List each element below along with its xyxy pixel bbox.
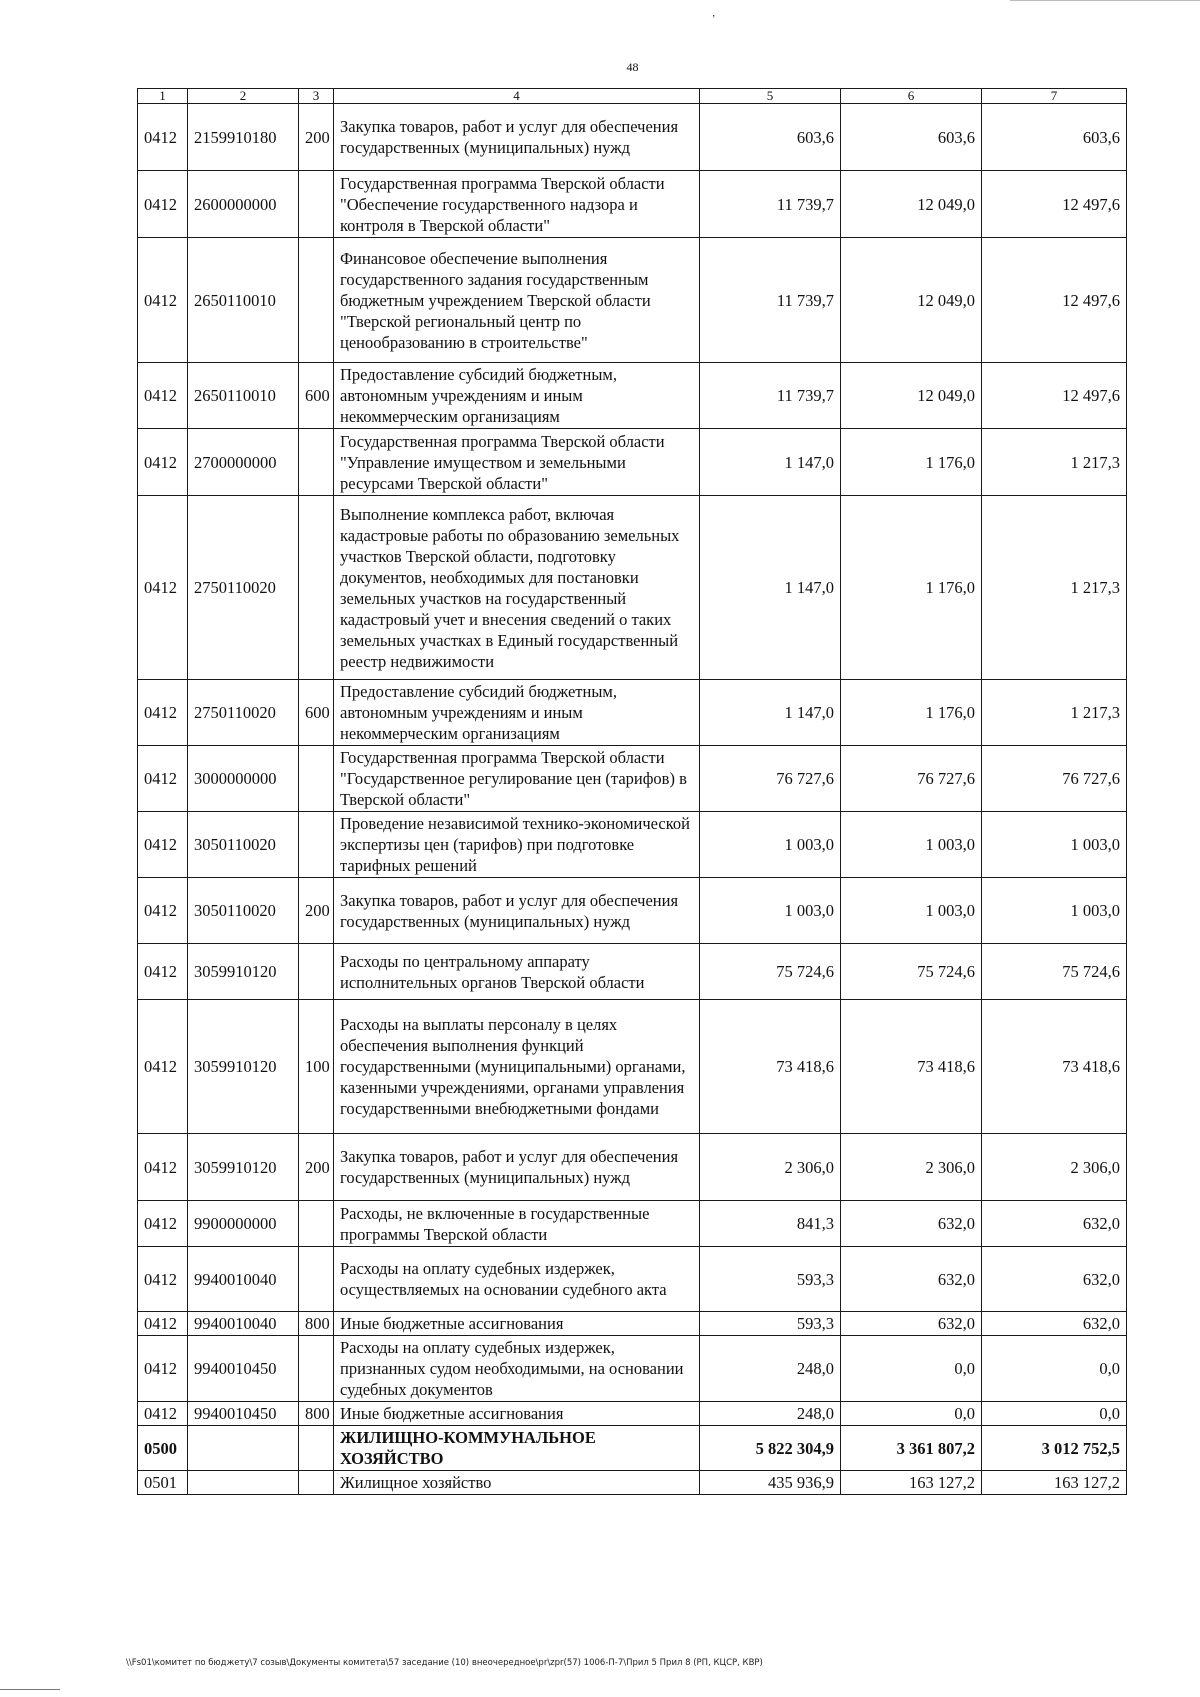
- row-section-code: 0412: [138, 238, 188, 363]
- row-expense-type: 200: [299, 1134, 334, 1201]
- row-target-code: 3059910120: [188, 1134, 299, 1201]
- row-value-col6: 1 003,0: [841, 812, 982, 878]
- row-value-col5: 11 739,7: [700, 238, 841, 363]
- row-value-col5: 11 739,7: [700, 171, 841, 238]
- row-section-code: 0501: [138, 1471, 188, 1495]
- row-value-col7: 0,0: [982, 1336, 1127, 1402]
- row-description: Государственная программа Тверской области "Управление имуществом и земельными ресурсами Тверской области": [334, 429, 700, 496]
- row-value-col7: 2 306,0: [982, 1134, 1127, 1201]
- row-section-code: 0412: [138, 878, 188, 944]
- row-value-col6: 0,0: [841, 1402, 982, 1426]
- row-description: Расходы на оплату судебных издержек, осуществляемых на основании судебного акта: [334, 1247, 700, 1312]
- table-row: [138, 1134, 1127, 1201]
- table-row: [138, 1471, 1127, 1495]
- row-value-col6: 3 361 807,2: [841, 1426, 982, 1471]
- table-row: [138, 363, 1127, 429]
- row-value-col5: 5 822 304,9: [700, 1426, 841, 1471]
- row-description: Расходы, не включенные в государственные программы Тверской области: [334, 1201, 700, 1247]
- row-section-code: 0412: [138, 944, 188, 1000]
- row-value-col7: 76 727,6: [982, 746, 1127, 812]
- column-header-6: 6: [841, 89, 982, 104]
- column-header-4: 4: [334, 89, 700, 104]
- row-target-code: 3050110020: [188, 812, 299, 878]
- row-expense-type: [299, 238, 334, 363]
- row-expense-type: [299, 1426, 334, 1471]
- row-target-code: 3059910120: [188, 944, 299, 1000]
- column-number-row: [138, 89, 1127, 104]
- row-value-col6: 73 418,6: [841, 1000, 982, 1134]
- row-value-col7: 0,0: [982, 1402, 1127, 1426]
- table-row: [138, 496, 1127, 680]
- row-value-col7: 12 497,6: [982, 171, 1127, 238]
- row-target-code: 9940010040: [188, 1247, 299, 1312]
- row-section-code: 0412: [138, 746, 188, 812]
- row-value-col5: 75 724,6: [700, 944, 841, 1000]
- row-target-code: 9940010450: [188, 1336, 299, 1402]
- row-value-col6: 632,0: [841, 1312, 982, 1336]
- row-description: Расходы на оплату судебных издержек, признанных судом необходимыми, на основании судебных документов: [334, 1336, 700, 1402]
- row-description: Расходы по центральному аппарату исполнительных органов Тверской области: [334, 944, 700, 1000]
- column-header-5: 5: [700, 89, 841, 104]
- table-row: [138, 171, 1127, 238]
- row-section-code: 0412: [138, 1201, 188, 1247]
- table-row: [138, 1402, 1127, 1426]
- row-section-code: 0412: [138, 429, 188, 496]
- table-row: [138, 429, 1127, 496]
- row-value-col5: 593,3: [700, 1247, 841, 1312]
- row-target-code: 9900000000: [188, 1201, 299, 1247]
- row-section-code: 0412: [138, 1134, 188, 1201]
- row-target-code: 2750110020: [188, 680, 299, 746]
- row-section-code: 0412: [138, 1247, 188, 1312]
- row-value-col7: 3 012 752,5: [982, 1426, 1127, 1471]
- row-expense-type: [299, 1247, 334, 1312]
- row-value-col5: 603,6: [700, 104, 841, 171]
- table-row: [138, 238, 1127, 363]
- row-value-col5: 1 003,0: [700, 878, 841, 944]
- row-value-col7: 12 497,6: [982, 238, 1127, 363]
- table-row: [138, 1336, 1127, 1402]
- row-expense-type: 200: [299, 878, 334, 944]
- budget-table: [137, 88, 1127, 1495]
- row-value-col6: 76 727,6: [841, 746, 982, 812]
- column-header-2: 2: [188, 89, 299, 104]
- row-target-code: [188, 1426, 299, 1471]
- scan-edge-mark: [1010, 0, 1200, 1]
- page-number: 48: [626, 60, 639, 74]
- row-value-col5: 73 418,6: [700, 1000, 841, 1134]
- row-description: Иные бюджетные ассигнования: [334, 1312, 700, 1336]
- row-expense-type: [299, 1201, 334, 1247]
- table-row: [138, 1426, 1127, 1471]
- row-section-code: 0500: [138, 1426, 188, 1471]
- row-expense-type: [299, 429, 334, 496]
- row-value-col6: 1 176,0: [841, 680, 982, 746]
- row-value-col5: 248,0: [700, 1336, 841, 1402]
- table-row: [138, 1201, 1127, 1247]
- row-expense-type: [299, 496, 334, 680]
- row-value-col5: 1 147,0: [700, 429, 841, 496]
- table-row: [138, 812, 1127, 878]
- row-value-col5: 593,3: [700, 1312, 841, 1336]
- row-expense-type: [299, 171, 334, 238]
- row-target-code: 3059910120: [188, 1000, 299, 1134]
- row-expense-type: [299, 944, 334, 1000]
- table-row: [138, 1000, 1127, 1134]
- row-value-col5: 841,3: [700, 1201, 841, 1247]
- row-value-col5: 2 306,0: [700, 1134, 841, 1201]
- column-header-3: 3: [299, 89, 334, 104]
- row-value-col6: 12 049,0: [841, 238, 982, 363]
- row-section-code: 0412: [138, 171, 188, 238]
- row-target-code: 3000000000: [188, 746, 299, 812]
- row-description: ЖИЛИЩНО-КОММУНАЛЬНОЕ ХОЗЯЙСТВО: [334, 1426, 700, 1471]
- row-value-col5: 1 147,0: [700, 496, 841, 680]
- row-value-col7: 163 127,2: [982, 1471, 1127, 1495]
- row-value-col7: 632,0: [982, 1312, 1127, 1336]
- row-expense-type: [299, 812, 334, 878]
- row-expense-type: 600: [299, 680, 334, 746]
- row-description: Иные бюджетные ассигнования: [334, 1402, 700, 1426]
- row-value-col7: 1 217,3: [982, 680, 1127, 746]
- row-value-col5: 435 936,9: [700, 1471, 841, 1495]
- row-expense-type: 800: [299, 1402, 334, 1426]
- row-value-col5: 11 739,7: [700, 363, 841, 429]
- row-value-col7: 632,0: [982, 1201, 1127, 1247]
- column-header-1: 1: [138, 89, 188, 104]
- row-expense-type: [299, 1471, 334, 1495]
- row-description: Выполнение комплекса работ, включая кадастровые работы по образованию земельных участков Тверской области, подготовку документов, необходимых для постановки земельных участков на государственный кадастровый учет и внесения сведений о таких земельных участках в Единый государственный реестр недвижимости: [334, 496, 700, 680]
- footer-rule: [0, 1689, 60, 1690]
- row-description: Государственная программа Тверской области "Государственное регулирование цен (тарифов) в Тверской области": [334, 746, 700, 812]
- row-description: Проведение независимой технико-экономической экспертизы цен (тарифов) при подготовке тарифных решений: [334, 812, 700, 878]
- table-row: [138, 878, 1127, 944]
- row-value-col6: 603,6: [841, 104, 982, 171]
- row-section-code: 0412: [138, 1336, 188, 1402]
- row-value-col6: 12 049,0: [841, 171, 982, 238]
- row-value-col7: 1 003,0: [982, 878, 1127, 944]
- scan-speck: ʼ: [712, 14, 716, 25]
- table-row: [138, 746, 1127, 812]
- row-value-col5: 248,0: [700, 1402, 841, 1426]
- row-value-col5: 76 727,6: [700, 746, 841, 812]
- row-value-col7: 12 497,6: [982, 363, 1127, 429]
- row-target-code: 2650110010: [188, 363, 299, 429]
- row-value-col6: 163 127,2: [841, 1471, 982, 1495]
- row-value-col5: 1 147,0: [700, 680, 841, 746]
- row-section-code: 0412: [138, 496, 188, 680]
- row-expense-type: 100: [299, 1000, 334, 1134]
- column-header-7: 7: [982, 89, 1127, 104]
- table-row: [138, 104, 1127, 171]
- row-section-code: 0412: [138, 1312, 188, 1336]
- row-description: Государственная программа Тверской области "Обеспечение государственного надзора и контроля в Тверской области": [334, 171, 700, 238]
- table-row: [138, 1247, 1127, 1312]
- row-value-col6: 1 003,0: [841, 878, 982, 944]
- row-value-col6: 75 724,6: [841, 944, 982, 1000]
- row-value-col6: 12 049,0: [841, 363, 982, 429]
- row-value-col7: 603,6: [982, 104, 1127, 171]
- row-section-code: 0412: [138, 1402, 188, 1426]
- row-target-code: 2650110010: [188, 238, 299, 363]
- row-expense-type: 600: [299, 363, 334, 429]
- row-section-code: 0412: [138, 680, 188, 746]
- row-target-code: 3050110020: [188, 878, 299, 944]
- row-expense-type: 800: [299, 1312, 334, 1336]
- row-description: Предоставление субсидий бюджетным, автономным учреждениям и иным некоммерческим организациям: [334, 363, 700, 429]
- row-value-col7: 632,0: [982, 1247, 1127, 1312]
- row-value-col6: 632,0: [841, 1247, 982, 1312]
- row-description: Закупка товаров, работ и услуг для обеспечения государственных (муниципальных) нужд: [334, 1134, 700, 1201]
- row-description: Закупка товаров, работ и услуг для обеспечения государственных (муниципальных) нужд: [334, 878, 700, 944]
- row-value-col6: 2 306,0: [841, 1134, 982, 1201]
- row-value-col6: 1 176,0: [841, 429, 982, 496]
- table-row: [138, 944, 1127, 1000]
- row-section-code: 0412: [138, 1000, 188, 1134]
- row-expense-type: 200: [299, 104, 334, 171]
- table-row: [138, 680, 1127, 746]
- row-description: Жилищное хозяйство: [334, 1471, 700, 1495]
- row-value-col5: 1 003,0: [700, 812, 841, 878]
- row-expense-type: [299, 1336, 334, 1402]
- row-target-code: [188, 1471, 299, 1495]
- row-target-code: 2700000000: [188, 429, 299, 496]
- row-target-code: 2750110020: [188, 496, 299, 680]
- row-target-code: 9940010040: [188, 1312, 299, 1336]
- row-target-code: 2159910180: [188, 104, 299, 171]
- row-section-code: 0412: [138, 104, 188, 171]
- row-value-col7: 73 418,6: [982, 1000, 1127, 1134]
- row-value-col7: 75 724,6: [982, 944, 1127, 1000]
- row-description: Предоставление субсидий бюджетным, автономным учреждениям и иным некоммерческим организациям: [334, 680, 700, 746]
- row-target-code: 9940010450: [188, 1402, 299, 1426]
- row-expense-type: [299, 746, 334, 812]
- row-value-col6: 0,0: [841, 1336, 982, 1402]
- footer-file-path: \\Fs01\комитет по бюджету\7 созыв\Документы комитета\57 заседание (10) внеочередное\pr\zpr(57) 1006-П-7\Прил 5 Прил 8 (РП, КЦСР, КВР): [126, 1658, 763, 1668]
- row-value-col7: 1 003,0: [982, 812, 1127, 878]
- row-value-col6: 632,0: [841, 1201, 982, 1247]
- row-value-col7: 1 217,3: [982, 429, 1127, 496]
- row-section-code: 0412: [138, 363, 188, 429]
- row-description: Закупка товаров, работ и услуг для обеспечения государственных (муниципальных) нужд: [334, 104, 700, 171]
- table-row: [138, 1312, 1127, 1336]
- row-value-col6: 1 176,0: [841, 496, 982, 680]
- row-description: Расходы на выплаты персоналу в целях обеспечения выполнения функций государственными (муниципальными) органами, казенными учреждениями, органами управления государственными внебюджетными фондами: [334, 1000, 700, 1134]
- row-target-code: 2600000000: [188, 171, 299, 238]
- row-description: Финансовое обеспечение выполнения государственного задания государственным бюджетным учреждением Тверской области "Тверской региональный центр по ценообразованию в строительстве": [334, 238, 700, 363]
- table-body: [138, 104, 1127, 1495]
- row-section-code: 0412: [138, 812, 188, 878]
- row-value-col7: 1 217,3: [982, 496, 1127, 680]
